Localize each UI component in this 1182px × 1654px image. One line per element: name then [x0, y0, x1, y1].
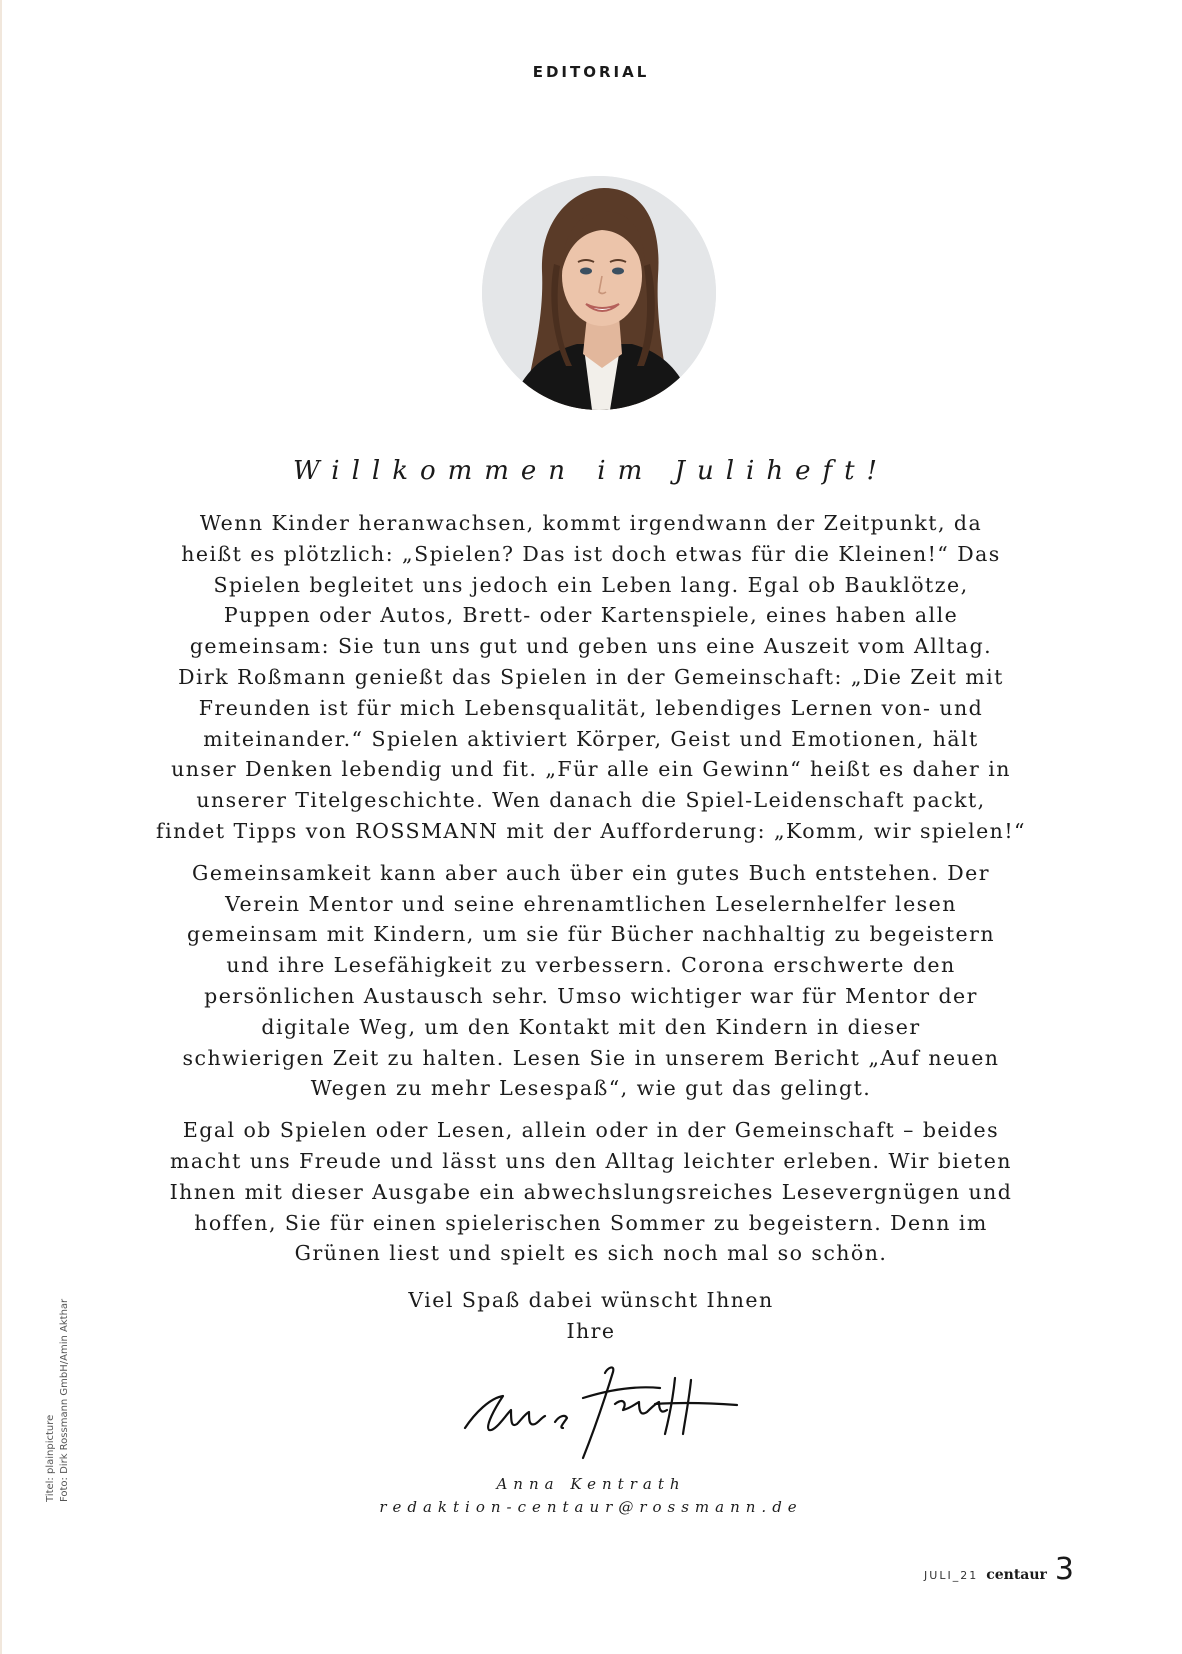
page-edge-line [0, 0, 2, 1654]
text-line: Puppen oder Autos, Brett- oder Kartenspiele, eines haben alle [223, 603, 959, 628]
text-line: Dirk Roßmann genießt das Spielen in der Gemeinschaft: „Die Zeit mit [178, 664, 1004, 689]
author-portrait [482, 176, 716, 410]
text-line: Freunden ist für mich Lebensqualität, lebendiges Lernen von- und [198, 695, 984, 720]
text-line: unserer Titelgeschichte. Wen danach die Spiel-Leidenschaft packt, [196, 788, 986, 813]
paragraph-3 [150, 1115, 1032, 1269]
text-line: Egal ob Spielen oder Lesen, allein oder in der Gemeinschaft – beides [182, 1118, 1000, 1143]
text-line: Grünen liest und spielt es sich noch mal so schön. [294, 1241, 888, 1266]
text-line: persönlichen Austausch sehr. Umso wichtiger war für Mentor der [204, 983, 978, 1008]
closing-greeting [0, 1285, 1182, 1347]
credit-line: Titel: plainpicture [45, 1414, 56, 1502]
brand-logo: centaur [986, 1567, 1047, 1583]
section-label: EDITORIAL [532, 63, 650, 81]
text-line: heißt es plötzlich: „Spielen? Das ist doch etwas für die Kleinen!“ Das [181, 541, 1001, 566]
signature-name: Anna Kentrath [496, 1475, 686, 1493]
signature-email[interactable]: redaktion-centaur@rossmann.de [379, 1498, 803, 1516]
paragraph-1 [150, 508, 1032, 847]
closing-line: Ihre [566, 1318, 616, 1343]
text-line: gemeinsam mit Kindern, um sie für Bücher nachhaltig zu begeistern [186, 922, 996, 947]
text-line: schwierigen Zeit zu halten. Lesen Sie in unserem Bericht „Auf neuen [182, 1045, 1000, 1070]
text-line: gemeinsam: Sie tun uns gut und geben uns eine Auszeit vom Alltag. [189, 634, 993, 659]
text-line: hoffen, Sie für einen spielerischen Sommer zu begeistern. Denn im [194, 1210, 988, 1235]
text-line: Gemeinsamkeit kann aber auch über ein gutes Buch entstehen. Der [192, 860, 990, 885]
page-footer [924, 1552, 1074, 1587]
editorial-body [150, 508, 1032, 1280]
text-line: und ihre Lesefähigkeit zu verbessern. Corona erschwerte den [226, 953, 956, 978]
text-line: Ihnen mit dieser Ausgabe ein abwechslungsreiches Lesevergnügen und [169, 1179, 1013, 1204]
text-line: findet Tipps von ROSSMANN mit der Aufforderung: „Komm, wir spielen!“ [156, 818, 1026, 843]
text-line: digitale Weg, um den Kontakt mit den Kindern in dieser [261, 1014, 921, 1039]
text-line: Verein Mentor und seine ehrenamtlichen Leselernhelfer lesen [225, 891, 957, 916]
handwritten-signature [455, 1358, 745, 1468]
text-line: Wenn Kinder heranwachsen, kommt irgendwann der Zeitpunkt, da [199, 511, 983, 535]
page-number: 3 [1054, 1552, 1074, 1587]
text-line: macht uns Freude und lässt uns den Alltag leichter erleben. Wir bieten [170, 1148, 1012, 1173]
issue-label: JULI_21 [924, 1569, 979, 1582]
text-line: Spielen begleitet uns jedoch ein Leben lang. Egal ob Bauklötze, [213, 572, 969, 597]
text-line: Wegen zu mehr Lesespaß“, wie gut das gelingt. [310, 1076, 872, 1101]
closing-line: Viel Spaß dabei wünscht Ihnen [408, 1288, 774, 1312]
editorial-headline: Willkommen im Juliheft! [292, 456, 889, 486]
photo-credits [44, 1202, 84, 1502]
paragraph-2 [150, 858, 1032, 1104]
text-line: unser Denken lebendig und fit. „Für alle ein Gewinn“ heißt es daher in [171, 757, 1011, 782]
credit-line: Foto: Dirk Rossmann GmbH/Amin Akthar [59, 1298, 70, 1502]
text-line: miteinander.“ Spielen aktiviert Körper, Geist und Emotionen, hält [203, 726, 979, 751]
